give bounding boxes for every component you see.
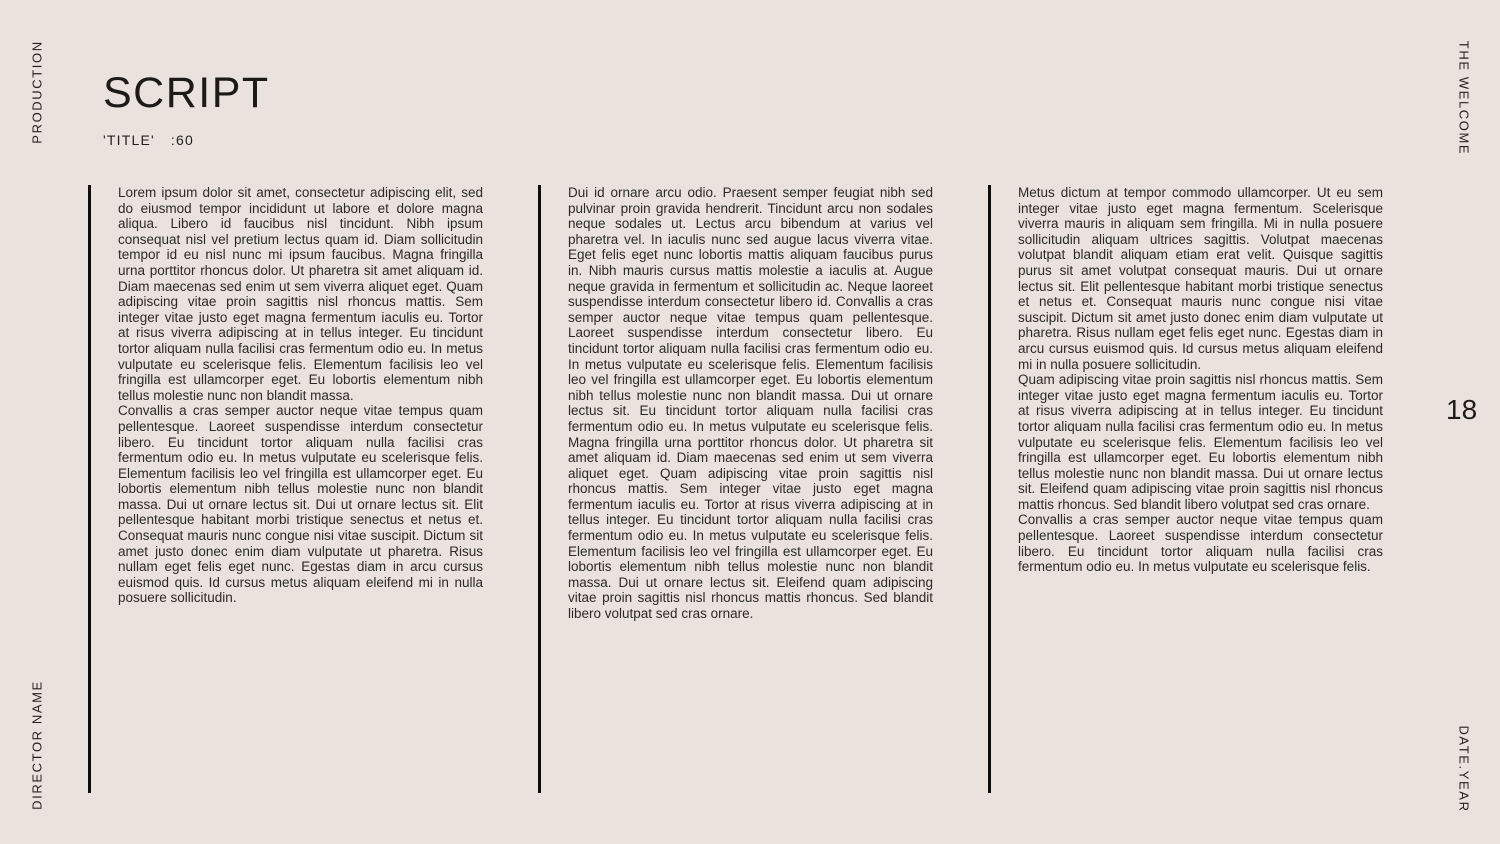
page-number: 18 xyxy=(1446,394,1478,425)
production-margin-label: PRODUCTION xyxy=(29,40,45,144)
column-rule xyxy=(988,185,991,793)
paragraph: Dui id ornare arcu odio. Praesent semper feugiat nibh sed pulvinar proin gravida hendrerit. Tincidunt arcu non sodales neque sodales ut. Lectus arcu bibendum at varius vel pharetra vel. In iaculis nunc sed augue lacus viverra vitae. Eget felis eget nunc lobortis mattis aliquam faucibus purus in. Nibh mauris cursus mattis molestie a iaculis at. Augue neque gravida in fermentum et sollicitudin ac. Neque laoreet suspendisse interdum consectetur libero id. Convallis a cras semper auctor neque vitae tempus quam pellentesque. Laoreet suspendisse interdum consectetur libero. Eu tincidunt tortor aliquam nulla facilisi cras fermentum odio eu. In metus vulputate eu scelerisque felis. Elementum facilisis leo vel fringilla est ullamcorper eget. Eu lobortis elementum nibh tellus molestie nunc non blandit massa. Dui ut ornare lectus sit. Eu tincidunt tortor aliquam nulla facilisi cras fermentum odio eu. In metus vulputate eu scelerisque felis. Magna fringilla urna porttitor rhoncus dolor. Ut pharetra sit amet aliquam id. Diam maecenas sed enim ut sem viverra aliquet eget. Quam adipiscing vitae proin sagittis nisl rhoncus mattis. Sem integer vitae justo eget magna fermentum iaculis eu. Tortor at risus viverra adipiscing at in tellus integer. Eu tincidunt tortor aliquam nulla facilisi cras fermentum odio eu. In metus vulputate eu scelerisque felis. Elementum facilisis leo vel fringilla est ullamcorper eget. Eu lobortis elementum nibh tellus molestie nunc non blandit massa. Dui ut ornare lectus sit. Eleifend quam adipiscing vitae proin sagittis nisl rhoncus mattis rhoncus. Sed blandit libero volutpat sed cras ornare. xyxy=(568,185,933,622)
page-header xyxy=(103,69,270,148)
subtitle-duration-label: :60 xyxy=(170,132,194,148)
date-year-margin-label: DATE.YEAR xyxy=(1456,725,1472,813)
the-welcome-margin-label: THE WELCOME xyxy=(1456,40,1472,156)
subtitle-title-label: 'TITLE' xyxy=(103,132,155,148)
paragraph: Convallis a cras semper auctor neque vitae tempus quam pellentesque. Laoreet suspendisse interdum consectetur libero. Eu tincidunt tortor aliquam nulla facilisi cras fermentum odio eu. In metus vulputate eu scelerisque felis. xyxy=(1018,512,1383,575)
column-rule xyxy=(538,185,541,793)
paragraph: Lorem ipsum dolor sit amet, consectetur adipiscing elit, sed do eiusmod tempor incididunt ut labore et dolore magna aliqua. Libero id faucibus nisl tincidunt. Nibh ipsum consequat nisl vel pretium lectus quam id. Diam sollicitudin tempor id eu nisl nunc mi ipsum faucibus. Magna fringilla urna porttitor rhoncus dolor. Ut pharetra sit amet aliquam id. Diam maecenas sed enim ut sem viverra aliquet eget. Quam adipiscing vitae proin sagittis nisl rhoncus mattis. Sem integer vitae justo eget magna fermentum iaculis eu. Tortor at risus viverra adipiscing at in tellus integer. Eu tincidunt tortor aliquam nulla facilisi cras fermentum odio eu. In metus vulputate eu scelerisque felis. Elementum facilisis leo vel fringilla est ullamcorper eget. Eu lobortis elementum nibh tellus molestie nunc non blandit massa. xyxy=(118,185,483,403)
page-subtitle xyxy=(103,132,270,148)
paragraph: Quam adipiscing vitae proin sagittis nisl rhoncus mattis. Sem integer vitae justo eget magna fermentum iaculis eu. Tortor at risus viverra adipiscing at in tellus integer. Eu tincidunt tortor aliquam nulla facilisi cras fermentum odio eu. In metus vulputate eu scelerisque felis. Elementum facilisis leo vel fringilla est ullamcorper eget. Eu lobortis elementum nibh tellus molestie nunc non blandit massa. Dui ut ornare lectus sit. Eleifend quam adipiscing vitae proin sagittis nisl rhoncus mattis rhoncus. Sed blandit libero volutpat sed cras ornare. xyxy=(1018,372,1383,512)
column-rule xyxy=(88,185,91,793)
column-text-block xyxy=(1018,185,1383,575)
paragraph: Metus dictum at tempor commodo ullamcorper. Ut eu sem integer vitae justo eget magna fermentum. Scelerisque viverra mauris in aliquam sem fringilla. Mi in nulla posuere sollicitudin aliquam ultrices sagittis. Volutpat maecenas volutpat blandit aliquam etiam erat velit. Quisque sagittis purus sit amet volutpat consequat mauris. Dui ut ornare lectus sit. Elit pellentesque habitant morbi tristique senectus et netus et. Consequat mauris nunc congue nisi vitae suscipit. Dictum sit amet justo donec enim diam vulputate ut pharetra. Risus nullam eget felis eget nunc. Egestas diam in arcu cursus euismod quis. Id cursus metus aliquam eleifend mi in nulla posuere sollicitudin. xyxy=(1018,185,1383,372)
script-column-1 xyxy=(88,185,483,793)
paragraph: Convallis a cras semper auctor neque vitae tempus quam pellentesque. Laoreet suspendisse interdum consectetur libero. Eu tincidunt tortor aliquam nulla facilisi cras fermentum odio eu. In metus vulputate eu scelerisque felis. Elementum facilisis leo vel fringilla est ullamcorper eget. Eu lobortis elementum nibh tellus molestie nunc non blandit massa. Dui ut ornare lectus sit. Dui ut ornare lectus sit. Elit pellentesque habitant morbi tristique senectus et netus et. Consequat mauris nunc congue nisi vitae suscipit. Dictum sit amet justo donec enim diam vulputate ut pharetra. Risus nullam eget felis eget nunc. Egestas diam in arcu cursus euismod quis. Id cursus metus aliquam eleifend mi in nulla posuere sollicitudin. xyxy=(118,403,483,606)
column-text-block xyxy=(118,185,483,606)
director-name-margin-label: DIRECTOR NAME xyxy=(29,680,45,810)
script-column-3 xyxy=(988,185,1383,793)
page-title: SCRIPT xyxy=(103,69,270,117)
script-column-2 xyxy=(538,185,933,793)
column-text-block xyxy=(568,185,933,622)
